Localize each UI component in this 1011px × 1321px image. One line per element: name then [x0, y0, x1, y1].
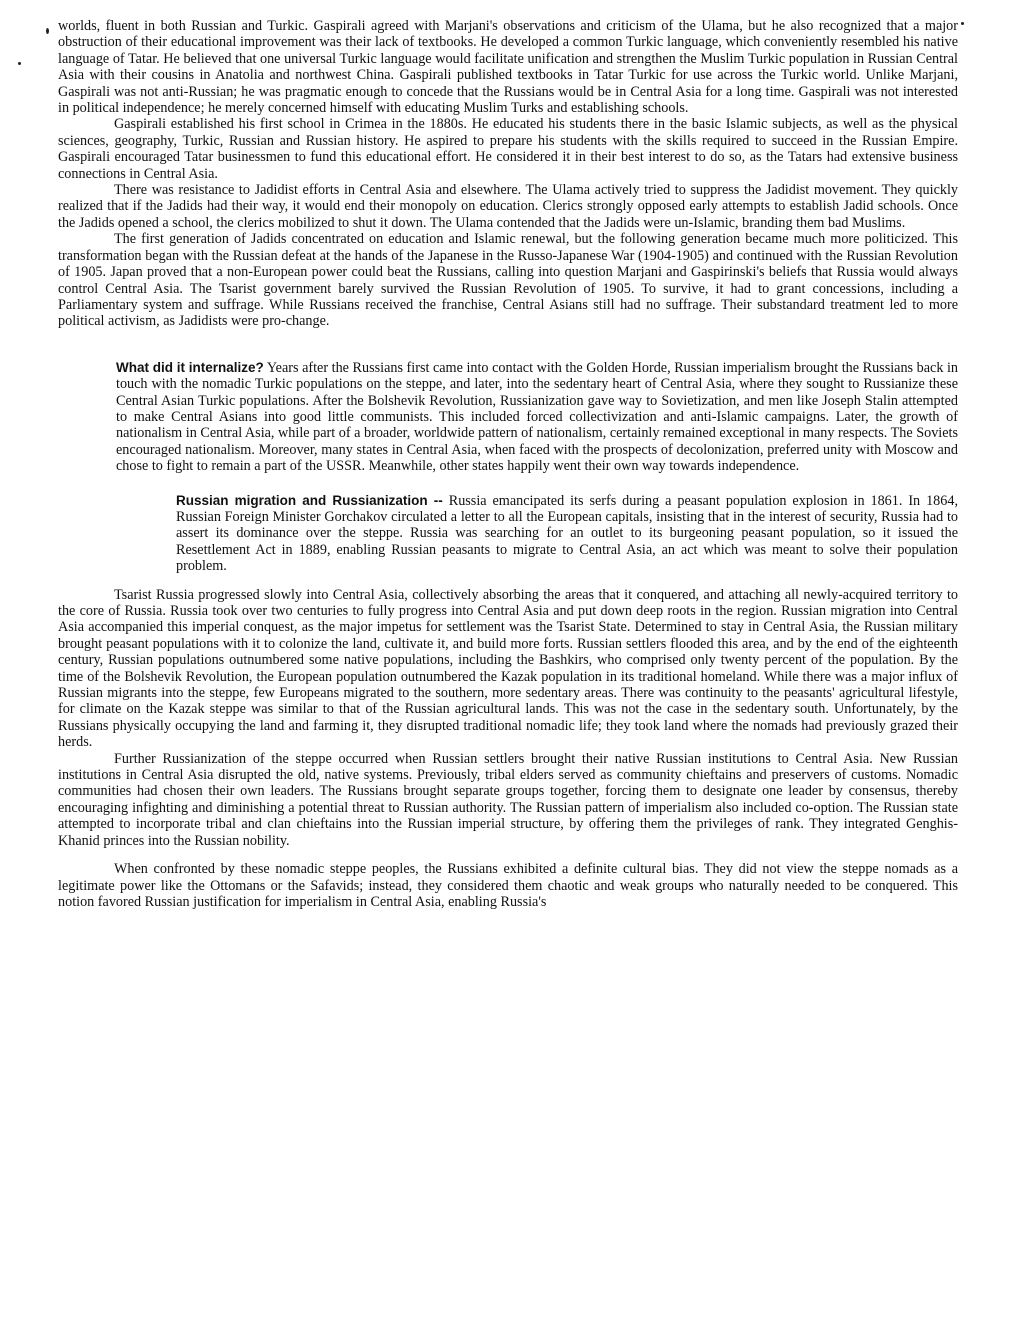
- paragraph-jadid-generations: The first generation of Jadids concentrated on education and Islamic renewal, but the following generation became much more politicized. This transformation began with the Russian defeat at the hands of the Japanese in the Russo-Japanese War (1904-1905) and continued with the Russian Revolution of 1905. Japan proved that a non-European power could beat the Russians, calling into question Marjani and Gaspirinski's beliefs that Russia would always control Central Asia. The Tsarist government barely survived the Russian Revolution of 1905. To survive, it had to grant concessions, including a Parliamentary system and suffrage. While Russians received the franchise, Central Asians still had no suffrage. Their substandard treatment led to more political activism, as Jadidists were pro-change.: [58, 231, 958, 330]
- paragraph-russian-migration-body: Russia emancipated its serfs during a peasant population explosion in 1861. In 1864, Russian Foreign Minister Gorchakov circulated a letter to all the European capitals, insisting that in the interest of security, Russia had to assert its dominance over the steppe. Russia was searching for an outlet to its burgeoning peasant population, so it issued the Resettlement Act in 1889, enabling Russian peasants to migrate to Central Asia, an act which was meant to solve their population problem.: [176, 492, 959, 575]
- section-heading-internalize: What did it internalize?: [116, 359, 264, 375]
- paragraph-gaspirali-school: Gaspirali established his first school in Crimea in the 1880s. He educated his students there in the basic Islamic subjects, as well as the physical sciences, geography, Turkic, Russian and Russian history. He aspired to prepare his students with the skills required to succeed in the Russian Empire. Gaspirali encouraged Tatar businessmen to fund this educational effort. He considered it in their best interest to do so, as the Tatars had extensive business connections in Central Asia.: [58, 116, 958, 182]
- document-page: [58, 18, 958, 1308]
- paragraph-cultural-bias: When confronted by these nomadic steppe peoples, the Russians exhibited a definite cultural bias. They did not view the steppe nomads as a legitimate power like the Ottomans or the Safavids; instead, they considered them chaotic and weak groups who naturally needed to be conquered. This notion favored Russian justification for imperialism in Central Asia, enabling Russia's: [58, 861, 958, 910]
- section-internalize: [58, 360, 958, 475]
- paragraph-internalize-body: Years after the Russians first came into contact with the Golden Horde, Russian imperialism brought the Russians back in touch with the nomadic Turkic populations on the steppe, and later, into the sedentary heart of Central Asia, where they sought to Russianize these Central Asian Turkic populations. After the Bolshevik Revolution, Russianization gave way to Sovietization, and men like Joseph Stalin attempted to make Central Asians into good little communists. This included forced collectivization and anti-Islamic campaigns. Later, the growth of nationalism in Central Asia, while part of a broader, worldwide pattern of nationalism, certainly remained exceptional in many respects. The Soviets encouraged nationalism. Moreover, many states in Central Asia, when faced with the prospects of decolonization, preferred unity with Moscow and chose to fight to remain a part of the USSR. Meanwhile, other states happily went their own way towards independence.: [116, 359, 959, 475]
- paragraph-jadidist-resistance: There was resistance to Jadidist efforts in Central Asia and elsewhere. The Ulama actively tried to suppress the Jadidist movement. They quickly realized that if the Jadids had their way, it would end their monopoly on education. Clerics strongly opposed early attempts to establish Jadid schools. Once the Jadids opened a school, the clerics mobilized to shut it down. The Ulama contended that the Jadids were un-Islamic, branding them bad Muslims.: [58, 182, 958, 231]
- section-heading-russian-migration: Russian migration and Russianization --: [176, 492, 443, 508]
- paragraph-tsarist-progress: Tsarist Russia progressed slowly into Central Asia, collectively absorbing the areas that it conquered, and attaching all newly-acquired territory to the core of Russia. Russia took over two centuries to fully progress into Central Asia and put down deep roots in the region. Russian migration into Central Asia accompanied this imperial conquest, as the major impetus for settlement was the Tsarist State. Determined to stay in Central Asia, the Russian military brought peasant populations with it to colonize the land, cultivate it, and build more forts. Russian settlers flooded this area, and by the end of the eighteenth century, Russian populations outnumbered some native populations, including the Bashkirs, who comprised only twenty percent of the population. By the time of the Bolshevik Revolution, the European population outnumbered the Kazak population in its traditional homeland. While there was a major influx of Russian migrants into the steppe, few Europeans migrated to the southern, more sedentary areas. There was continuity to the peasants' agricultural lifestyle, for climate on the Kazak steppe was similar to that of the Russian agricultural lands. This was not the case in the sedentary south. Unfortunately, by the Russians physically occupying the land and farming it, they disrupted traditional nomadic life; they took land where the nomads had previously grazed their herds.: [58, 586, 958, 751]
- scan-speck: [46, 28, 49, 34]
- section-russian-migration: [58, 493, 958, 575]
- scan-speck: [18, 62, 21, 65]
- scan-speck: [961, 22, 964, 25]
- paragraph-further-russianization: Further Russianization of the steppe occurred when Russian settlers brought their native Russian institutions to Central Asia. New Russian institutions in Central Asia disrupted the old, native systems. Previously, tribal elders served as community chieftains and preservers of customs. Nomadic communities had chosen their own leaders. The Russians brought separate groups together, forcing them to designate one leader by consensus, thereby encouraging infighting and diminishing a potential threat to Russian authority. The Russian pattern of imperialism also included co-option. The Russian state attempted to incorporate tribal and clan chieftains into the Russian imperial structure, by offering them the privileges of rank. They integrated Genghis-Khanid princes into the Russian nobility.: [58, 750, 958, 849]
- paragraph-gaspirali-language: worlds, fluent in both Russian and Turkic. Gaspirali agreed with Marjani's observations and criticism of the Ulama, but he also recognized that a major obstruction of their educational improvement was their lack of textbooks. He developed a common Turkic language, which conveniently resembled his native language of Tatar. He believed that one universal Turkic language would facilitate unification and strengthen the Muslim Turkic population in Russian Central Asia with their cousins in Anatolia and northwest China. Gaspirali published textbooks in Tatar Turkic for use across the Turkic world. Unlike Marjani, Gaspirali was not anti-Russian; he was pragmatic enough to concede that the Russians would be in Central Asia for a long time. Gaspirali was not interested in political independence; he merely concerned himself with educating Muslim Turks and establishing schools.: [58, 18, 958, 117]
